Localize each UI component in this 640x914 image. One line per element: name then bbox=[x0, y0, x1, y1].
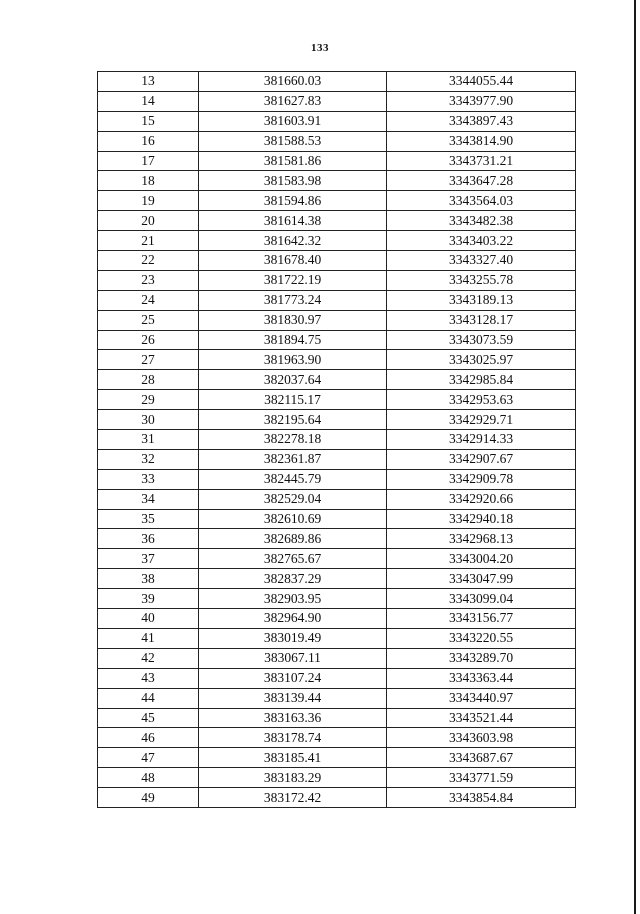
x-coordinate-cell: 381603.91 bbox=[199, 111, 387, 131]
table-row bbox=[98, 688, 576, 708]
x-coordinate-cell: 381627.83 bbox=[199, 91, 387, 111]
table-row bbox=[98, 549, 576, 569]
point-number-cell: 32 bbox=[98, 449, 199, 469]
x-coordinate-cell: 381894.75 bbox=[199, 330, 387, 350]
point-number-cell: 20 bbox=[98, 211, 199, 231]
x-coordinate-cell: 382361.87 bbox=[199, 449, 387, 469]
y-coordinate-cell: 3343647.28 bbox=[387, 171, 576, 191]
y-coordinate-cell: 3343771.59 bbox=[387, 768, 576, 788]
table-row bbox=[98, 390, 576, 410]
x-coordinate-cell: 381642.32 bbox=[199, 231, 387, 251]
y-coordinate-cell: 3343289.70 bbox=[387, 648, 576, 668]
table-row bbox=[98, 668, 576, 688]
table-row bbox=[98, 270, 576, 290]
point-number-cell: 36 bbox=[98, 529, 199, 549]
y-coordinate-cell: 3344055.44 bbox=[387, 72, 576, 92]
x-coordinate-cell: 383178.74 bbox=[199, 728, 387, 748]
x-coordinate-cell: 383163.36 bbox=[199, 708, 387, 728]
table-row bbox=[98, 251, 576, 271]
x-coordinate-cell: 381594.86 bbox=[199, 191, 387, 211]
table-row bbox=[98, 509, 576, 529]
point-number-cell: 25 bbox=[98, 310, 199, 330]
point-number-cell: 47 bbox=[98, 748, 199, 768]
table-row bbox=[98, 430, 576, 450]
x-coordinate-cell: 381614.38 bbox=[199, 211, 387, 231]
point-number-cell: 30 bbox=[98, 410, 199, 430]
x-coordinate-cell: 381830.97 bbox=[199, 310, 387, 330]
y-coordinate-cell: 3343440.97 bbox=[387, 688, 576, 708]
point-number-cell: 44 bbox=[98, 688, 199, 708]
y-coordinate-cell: 3343156.77 bbox=[387, 609, 576, 629]
table-row bbox=[98, 191, 576, 211]
point-number-cell: 26 bbox=[98, 330, 199, 350]
y-coordinate-cell: 3343073.59 bbox=[387, 330, 576, 350]
y-coordinate-cell: 3343025.97 bbox=[387, 350, 576, 370]
x-coordinate-cell: 383185.41 bbox=[199, 748, 387, 768]
y-coordinate-cell: 3342985.84 bbox=[387, 370, 576, 390]
table-row bbox=[98, 290, 576, 310]
x-coordinate-cell: 383107.24 bbox=[199, 668, 387, 688]
point-number-cell: 39 bbox=[98, 589, 199, 609]
y-coordinate-cell: 3343854.84 bbox=[387, 788, 576, 808]
table-row bbox=[98, 330, 576, 350]
point-number-cell: 41 bbox=[98, 628, 199, 648]
point-number-cell: 14 bbox=[98, 91, 199, 111]
point-number-cell: 15 bbox=[98, 111, 199, 131]
table-row bbox=[98, 310, 576, 330]
point-number-cell: 19 bbox=[98, 191, 199, 211]
x-coordinate-cell: 381588.53 bbox=[199, 131, 387, 151]
y-coordinate-cell: 3343403.22 bbox=[387, 231, 576, 251]
y-coordinate-cell: 3343814.90 bbox=[387, 131, 576, 151]
table-row bbox=[98, 708, 576, 728]
table-row bbox=[98, 748, 576, 768]
point-number-cell: 40 bbox=[98, 609, 199, 629]
point-number-cell: 27 bbox=[98, 350, 199, 370]
point-number-cell: 22 bbox=[98, 251, 199, 271]
x-coordinate-cell: 383183.29 bbox=[199, 768, 387, 788]
table-row bbox=[98, 111, 576, 131]
y-coordinate-cell: 3343255.78 bbox=[387, 270, 576, 290]
x-coordinate-cell: 382529.04 bbox=[199, 489, 387, 509]
table-row bbox=[98, 609, 576, 629]
point-number-cell: 45 bbox=[98, 708, 199, 728]
table-row bbox=[98, 211, 576, 231]
y-coordinate-cell: 3343189.13 bbox=[387, 290, 576, 310]
y-coordinate-cell: 3343897.43 bbox=[387, 111, 576, 131]
table-row bbox=[98, 131, 576, 151]
point-number-cell: 46 bbox=[98, 728, 199, 748]
x-coordinate-cell: 382037.64 bbox=[199, 370, 387, 390]
y-coordinate-cell: 3343521.44 bbox=[387, 708, 576, 728]
y-coordinate-cell: 3342929.71 bbox=[387, 410, 576, 430]
y-coordinate-cell: 3343099.04 bbox=[387, 589, 576, 609]
y-coordinate-cell: 3343564.03 bbox=[387, 191, 576, 211]
y-coordinate-cell: 3343128.17 bbox=[387, 310, 576, 330]
x-coordinate-cell: 383172.42 bbox=[199, 788, 387, 808]
point-number-cell: 29 bbox=[98, 390, 199, 410]
point-number-cell: 21 bbox=[98, 231, 199, 251]
table-row bbox=[98, 171, 576, 191]
x-coordinate-cell: 381678.40 bbox=[199, 251, 387, 271]
point-number-cell: 43 bbox=[98, 668, 199, 688]
y-coordinate-cell: 3343977.90 bbox=[387, 91, 576, 111]
y-coordinate-cell: 3342953.63 bbox=[387, 390, 576, 410]
y-coordinate-cell: 3343687.67 bbox=[387, 748, 576, 768]
point-number-cell: 13 bbox=[98, 72, 199, 92]
table-row bbox=[98, 788, 576, 808]
point-number-cell: 23 bbox=[98, 270, 199, 290]
table-row bbox=[98, 569, 576, 589]
x-coordinate-cell: 382195.64 bbox=[199, 410, 387, 430]
table-row bbox=[98, 410, 576, 430]
table-row bbox=[98, 489, 576, 509]
point-number-cell: 24 bbox=[98, 290, 199, 310]
page-number: 133 bbox=[311, 42, 329, 54]
x-coordinate-cell: 382837.29 bbox=[199, 569, 387, 589]
table-row bbox=[98, 628, 576, 648]
y-coordinate-cell: 3342968.13 bbox=[387, 529, 576, 549]
point-number-cell: 34 bbox=[98, 489, 199, 509]
table-row bbox=[98, 728, 576, 748]
x-coordinate-cell: 381773.24 bbox=[199, 290, 387, 310]
table-row bbox=[98, 350, 576, 370]
table-row bbox=[98, 370, 576, 390]
table-row bbox=[98, 648, 576, 668]
x-coordinate-cell: 383019.49 bbox=[199, 628, 387, 648]
table-row bbox=[98, 529, 576, 549]
x-coordinate-cell: 383067.11 bbox=[199, 648, 387, 668]
point-number-cell: 31 bbox=[98, 430, 199, 450]
x-coordinate-cell: 382689.86 bbox=[199, 529, 387, 549]
y-coordinate-cell: 3343603.98 bbox=[387, 728, 576, 748]
point-number-cell: 17 bbox=[98, 151, 199, 171]
x-coordinate-cell: 381660.03 bbox=[199, 72, 387, 92]
table-row bbox=[98, 91, 576, 111]
table-row bbox=[98, 151, 576, 171]
x-coordinate-cell: 381581.86 bbox=[199, 151, 387, 171]
y-coordinate-cell: 3342940.18 bbox=[387, 509, 576, 529]
point-number-cell: 33 bbox=[98, 469, 199, 489]
y-coordinate-cell: 3343731.21 bbox=[387, 151, 576, 171]
point-number-cell: 16 bbox=[98, 131, 199, 151]
x-coordinate-cell: 381583.98 bbox=[199, 171, 387, 191]
x-coordinate-cell: 382610.69 bbox=[199, 509, 387, 529]
table-row bbox=[98, 231, 576, 251]
x-coordinate-cell: 382903.95 bbox=[199, 589, 387, 609]
point-number-cell: 48 bbox=[98, 768, 199, 788]
point-number-cell: 49 bbox=[98, 788, 199, 808]
point-number-cell: 18 bbox=[98, 171, 199, 191]
point-number-cell: 37 bbox=[98, 549, 199, 569]
x-coordinate-cell: 382765.67 bbox=[199, 549, 387, 569]
table-row bbox=[98, 589, 576, 609]
table-row bbox=[98, 449, 576, 469]
y-coordinate-cell: 3342907.67 bbox=[387, 449, 576, 469]
table-row bbox=[98, 72, 576, 92]
table-row bbox=[98, 469, 576, 489]
x-coordinate-cell: 382445.79 bbox=[199, 469, 387, 489]
y-coordinate-cell: 3342920.66 bbox=[387, 489, 576, 509]
y-coordinate-cell: 3342914.33 bbox=[387, 430, 576, 450]
y-coordinate-cell: 3342909.78 bbox=[387, 469, 576, 489]
x-coordinate-cell: 382964.90 bbox=[199, 609, 387, 629]
y-coordinate-cell: 3343363.44 bbox=[387, 668, 576, 688]
coordinate-table bbox=[97, 71, 576, 808]
y-coordinate-cell: 3343004.20 bbox=[387, 549, 576, 569]
point-number-cell: 38 bbox=[98, 569, 199, 589]
x-coordinate-cell: 381722.19 bbox=[199, 270, 387, 290]
coordinate-table-body bbox=[98, 72, 576, 808]
x-coordinate-cell: 381963.90 bbox=[199, 350, 387, 370]
x-coordinate-cell: 382278.18 bbox=[199, 430, 387, 450]
x-coordinate-cell: 382115.17 bbox=[199, 390, 387, 410]
y-coordinate-cell: 3343327.40 bbox=[387, 251, 576, 271]
point-number-cell: 42 bbox=[98, 648, 199, 668]
x-coordinate-cell: 383139.44 bbox=[199, 688, 387, 708]
y-coordinate-cell: 3343482.38 bbox=[387, 211, 576, 231]
point-number-cell: 35 bbox=[98, 509, 199, 529]
point-number-cell: 28 bbox=[98, 370, 199, 390]
y-coordinate-cell: 3343047.99 bbox=[387, 569, 576, 589]
table-row bbox=[98, 768, 576, 788]
y-coordinate-cell: 3343220.55 bbox=[387, 628, 576, 648]
